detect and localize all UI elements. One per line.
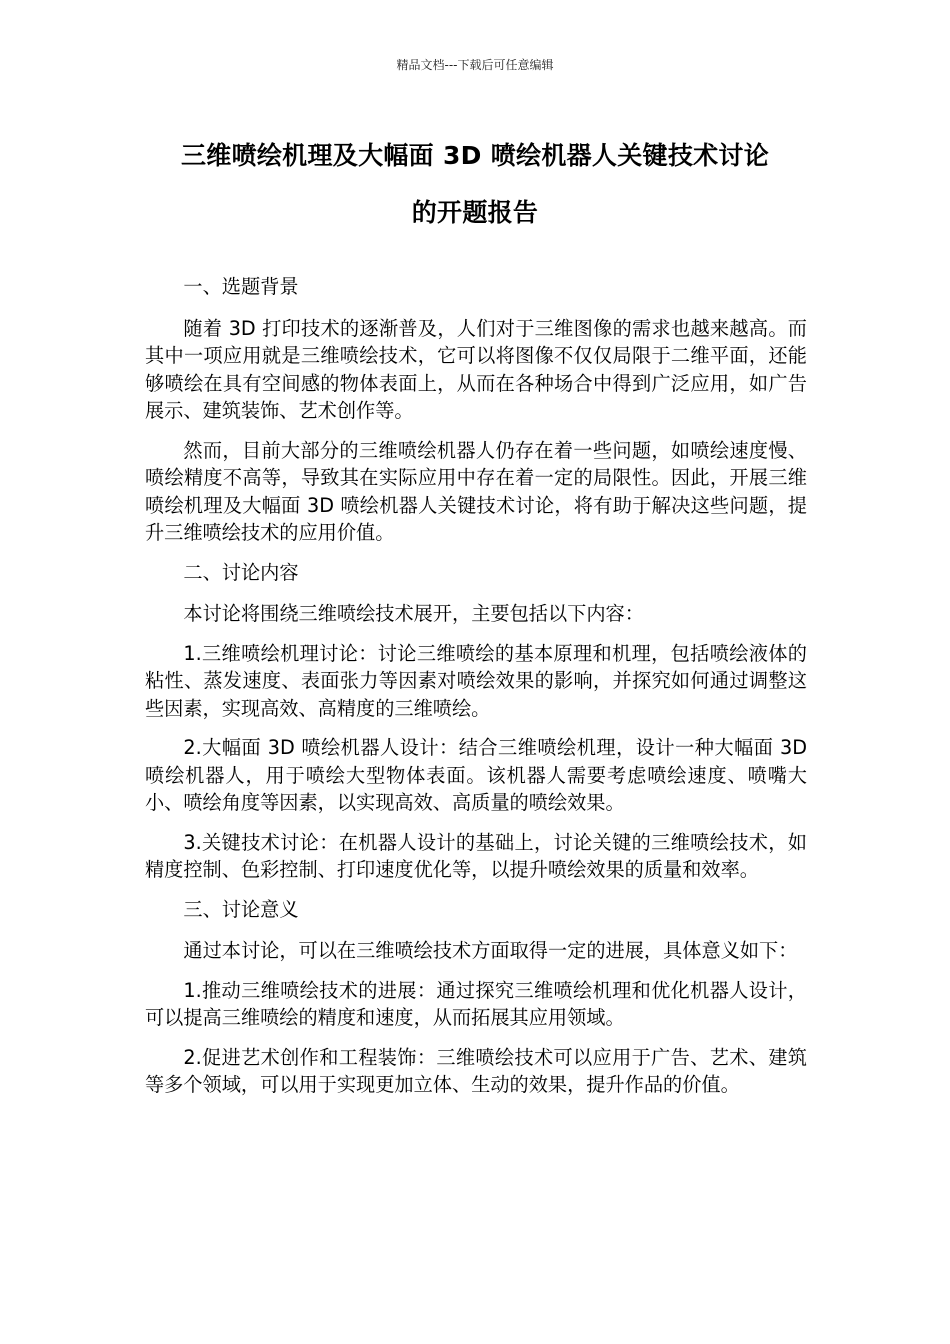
section-heading-content: 二、讨论内容 [183, 560, 299, 584]
paragraph-background-1: 随着 3D 打印技术的逐渐普及，人们对于三维图像的需求也越来越高。而其中一项应用就是三维喷绘技术，它可以将图像不仅仅局限于二维平面，还能够喷绘在具有空间感的物体表面上，从而在各种场合中得到广泛应用，如广告展示、建筑装饰、艺术创作等。 [145, 316, 807, 422]
paragraph-content-item-3: 3.关键技术讨论：在机器人设计的基础上，讨论关键的三维喷绘技术，如精度控制、色彩控制、打印速度优化等，以提升喷绘效果的质量和效率。 [145, 830, 807, 881]
section-heading-background: 一、选题背景 [183, 275, 299, 298]
document-title-line-1: 三维喷绘机理及大幅面 3D 喷绘机器人关键技术讨论 [180, 141, 770, 170]
paragraph-background-2: 然而，目前大部分的三维喷绘机器人仍存在着一些问题，如喷绘速度慢、喷绘精度不高等，导致其在实际应用中存在着一定的局限性。因此，开展三维喷绘机理及大幅面 3D 喷绘机器人关键技术讨论，将有助于解决这些问题，提升三维喷绘技术的应用价值。 [145, 438, 807, 544]
header-note: 精品文档---下载后可任意编辑 [396, 58, 554, 72]
document-body [145, 273, 807, 1111]
paragraph-significance-intro: 通过本讨论，可以在三维喷绘技术方面取得一定的进展，具体意义如下： [183, 939, 798, 962]
paragraph-significance-item-1: 1.推动三维喷绘技术的进展：通过探究三维喷绘机理和优化机器人设计，可以提高三维喷绘的精度和速度，从而拓展其应用领域。 [145, 978, 807, 1029]
paragraph-content-item-1: 1.三维喷绘机理讨论：讨论三维喷绘的基本原理和机理，包括喷绘液体的粘性、蒸发速度、表面张力等因素对喷绘效果的影响，并探究如何通过调整这些因素，实现高效、高精度的三维喷绘。 [145, 641, 807, 720]
section-heading-significance: 三、讨论意义 [183, 897, 299, 921]
paragraph-content-item-2: 2.大幅面 3D 喷绘机器人设计：结合三维喷绘机理，设计一种大幅面 3D 喷绘机器人，用于喷绘大型物体表面。该机器人需要考虑喷绘速度、喷嘴大小、喷绘角度等因素，以实现高效、高质量的喷绘效果。 [145, 736, 807, 814]
paragraph-content-intro: 本讨论将围绕三维喷绘技术展开，主要包括以下内容： [183, 602, 644, 625]
document-title-line-2: 的开题报告 [411, 198, 539, 227]
paragraph-significance-item-2: 2.促进艺术创作和工程装饰：三维喷绘技术可以应用于广告、艺术、建筑等多个领域，可以用于实现更加立体、生动的效果，提升作品的价值。 [145, 1045, 807, 1096]
